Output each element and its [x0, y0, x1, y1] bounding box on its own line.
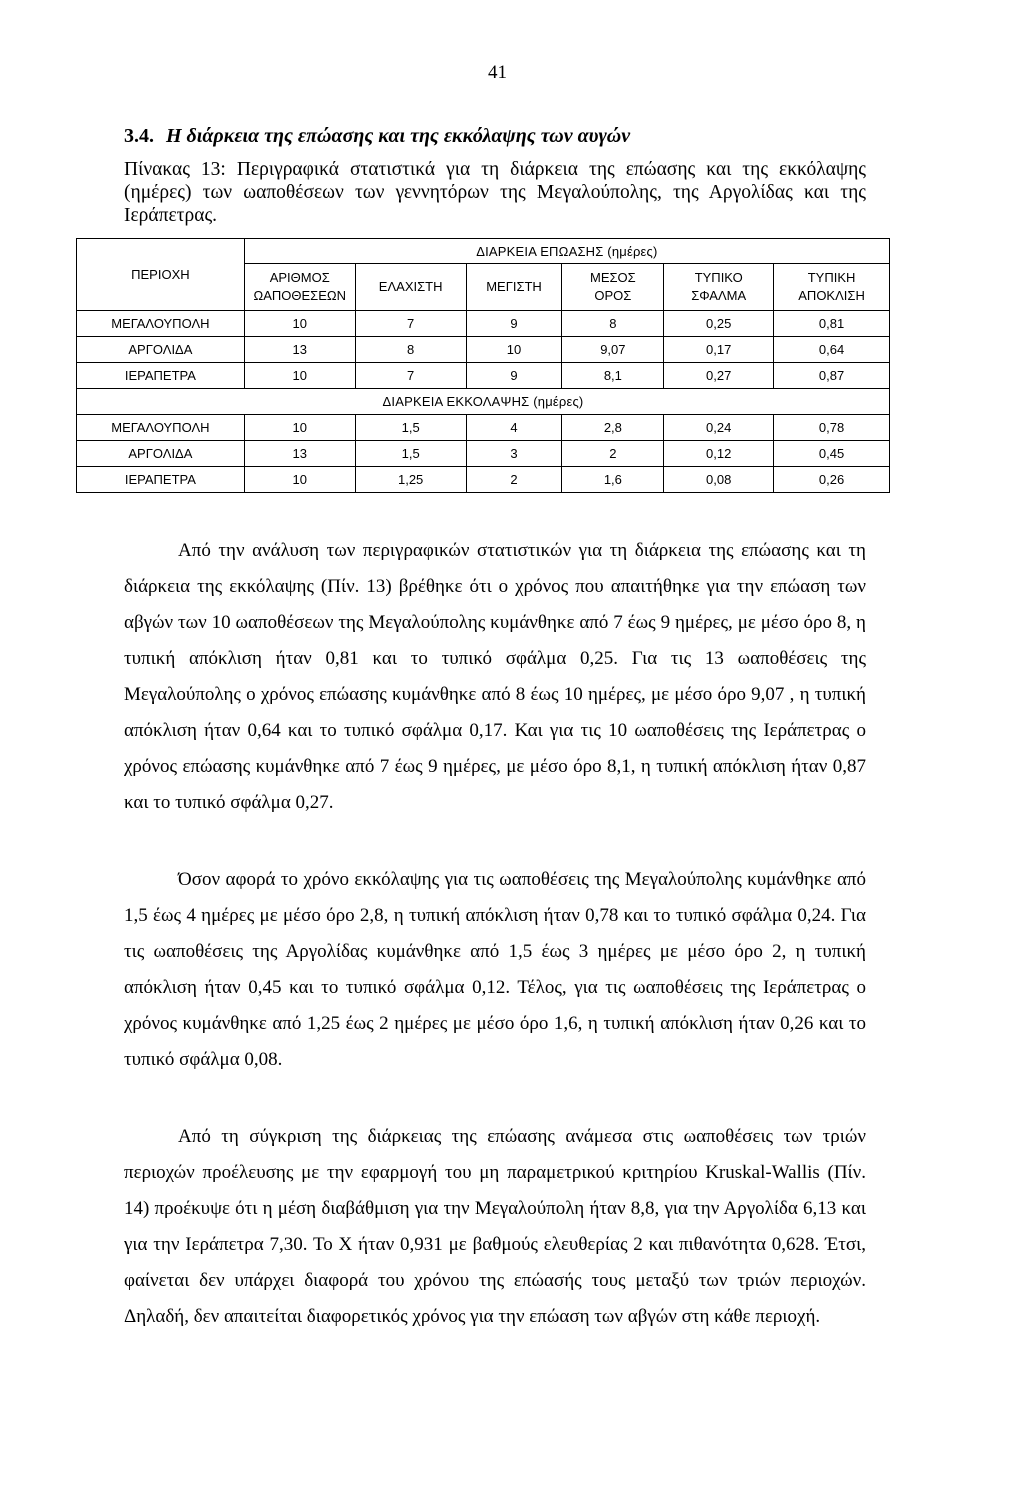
table-cell: 2	[562, 441, 664, 467]
table-cell: 8	[355, 337, 466, 363]
incubation-group-title: ΔΙΑΡΚΕΙΑ ΕΠΩΑΣΗΣ (ημέρες)	[244, 239, 889, 264]
table-row	[77, 415, 890, 441]
header-max: ΜΕΓΙΣΤΗ	[466, 264, 562, 311]
table-cell: ΜΕΓΑΛΟΥΠΟΛΗ	[77, 415, 245, 441]
table-cell: ΙΕΡΑΠΕΤΡΑ	[77, 467, 245, 493]
table-cell: 10	[244, 415, 355, 441]
header-min: ΕΛΑΧΙΣΤΗ	[355, 264, 466, 311]
table-row	[77, 467, 890, 493]
table-cell: 9	[466, 311, 562, 337]
table-cell: 7	[355, 363, 466, 389]
table-cell: 3	[466, 441, 562, 467]
table-cell: 1,5	[355, 441, 466, 467]
table-cell: 0,87	[774, 363, 890, 389]
table-cell: 2,8	[562, 415, 664, 441]
statistics-table	[76, 238, 890, 493]
table-cell: 0,08	[664, 467, 774, 493]
table-cell: 0,78	[774, 415, 890, 441]
table-cell: 8,1	[562, 363, 664, 389]
header-standard-error: ΤΥΠΙΚΟ ΣΦΑΛΜΑ	[664, 264, 774, 311]
table-cell: 4	[466, 415, 562, 441]
table-row	[77, 363, 890, 389]
body-paragraph: Από τη σύγκριση της διάρκειας της επώασης ανάμεσα στις ωαποθέσεις των τριών περιοχών προέλευσης με την εφαρμογή του μη παραμετρικού κριτηρίου Kruskal-Wallis (Πίν. 14) προέκυψε ότι η μέση διαβάθμιση για την Μεγαλούπολη ήταν 8,8, για την Αργολίδα 6,13 και για την Ιεράπετρα 7,30. Το Χ ήταν 0,931 με βαθμούς ελευθερίας 2 και πιθανότητα 0,628. Έτσι, φαίνεται δεν υπάρχει διαφορά του χρόνου της επώασής τους μεταξύ των τριών περιοχών. Δηλαδή, δεν απαιτείται διαφορετικός χρόνος για την επώαση των αβγών στη κάθε περιοχή.	[124, 1126, 866, 1327]
table-row	[77, 441, 890, 467]
table-caption: Πίνακας 13: Περιγραφικά στατιστικά για τη διάρκεια της επώασης και της εκκόλαψης (ημέρες) των ωαποθέσεων των γεννητόρων της Μεγαλούπολης, της Αργολίδας και της Ιεράπετρας.	[124, 159, 866, 226]
table-cell: 0,27	[664, 363, 774, 389]
table-cell: 0,25	[664, 311, 774, 337]
table-row	[77, 311, 890, 337]
header-region: ΠΕΡΙΟΧΗ	[77, 239, 245, 311]
table-cell: 9,07	[562, 337, 664, 363]
body-paragraph: Όσον αφορά το χρόνο εκκόλαψης για τις ωαποθέσεις της Μεγαλούπολης κυμάνθηκε από 1,5 έως 4 ημέρες με μέσο όρο 2,8, η τυπική απόκλιση ήταν 0,78 και το τυπικό σφάλμα 0,24. Για τις ωαποθέσεις της Αργολίδας κυμάνθηκε από 1,5 έως 3 ημέρες με μέσο όρο 2, η τυπική απόκλιση ήταν 0,45 και το τυπικό σφάλμα 0,12. Τέλος, για τις ωαποθέσεις της Ιεράπετρας ο χρόνος κυμάνθηκε από 1,25 έως 2 ημέρες με μέσο όρο 1,6, η τυπική απόκλιση ήταν 0,26 και το τυπικό σφάλμα 0,08.	[124, 869, 866, 1070]
table-cell: 1,6	[562, 467, 664, 493]
table-cell: 10	[244, 311, 355, 337]
table-cell: 0,81	[774, 311, 890, 337]
table-cell: ΑΡΓΟΛΙΔΑ	[77, 441, 245, 467]
table-cell: 0,64	[774, 337, 890, 363]
table-cell: 10	[244, 467, 355, 493]
table-cell: 7	[355, 311, 466, 337]
table-cell: 0,24	[664, 415, 774, 441]
table-cell: 9	[466, 363, 562, 389]
page-number: 41	[488, 62, 507, 83]
table-cell: 0,26	[774, 467, 890, 493]
table-cell: ΑΡΓΟΛΙΔΑ	[77, 337, 245, 363]
table-cell: 10	[244, 363, 355, 389]
table-row	[77, 337, 890, 363]
hatching-group-title: ΔΙΑΡΚΕΙΑ ΕΚΚΟΛΑΨΗΣ (ημέρες)	[77, 389, 890, 415]
table-cell: 10	[466, 337, 562, 363]
table-cell: 13	[244, 441, 355, 467]
header-count: ΑΡΙΘΜΟΣ ΩΑΠΟΘΕΣΕΩΝ	[244, 264, 355, 311]
header-standard-deviation: ΤΥΠΙΚΗ ΑΠΟΚΛΙΣΗ	[774, 264, 890, 311]
table-cell: ΙΕΡΑΠΕΤΡΑ	[77, 363, 245, 389]
section-number: 3.4.	[124, 125, 154, 147]
table-cell: 0,12	[664, 441, 774, 467]
table-row	[77, 389, 890, 415]
table-cell: 1,25	[355, 467, 466, 493]
table-cell: 8	[562, 311, 664, 337]
body-paragraph: Από την ανάλυση των περιγραφικών στατιστικών για τη διάρκεια της επώασης και τη διάρκεια της εκκόλαψης (Πίν. 13) βρέθηκε ότι ο χρόνος που απαιτήθηκε για την επώαση των αβγών των 10 ωαποθέσεων της Μεγαλούπολης κυμάνθηκε από 7 έως 9 ημέρες, με μέσο όρο 8, η τυπική απόκλιση ήταν 0,81 και το τυπικό σφάλμα 0,25. Για τις 13 ωαποθέσεις της Μεγαλούπολης ο χρόνος επώασης κυμάνθηκε από 8 έως 10 ημέρες, με μέσο όρο 9,07 , η τυπική απόκλιση ήταν 0,64 και το τυπικό σφάλμα 0,17. Και για τις 10 ωαποθέσεις της Ιεράπετρας ο χρόνος επώασης κυμάνθηκε από 7 έως 9 ημέρες, με μέσο όρο 8,1, η τυπική απόκλιση ήταν 0,87 και το τυπικό σφάλμα 0,27.	[124, 540, 866, 813]
table-cell: 2	[466, 467, 562, 493]
table-cell: 0,17	[664, 337, 774, 363]
table-cell: 1,5	[355, 415, 466, 441]
section-heading	[124, 125, 630, 148]
table-cell: 13	[244, 337, 355, 363]
table-cell: 0,45	[774, 441, 890, 467]
table-header-row	[77, 239, 890, 264]
section-title: Η διάρκεια της επώασης και της εκκόλαψης των αυγών	[166, 125, 631, 147]
table-cell: ΜΕΓΑΛΟΥΠΟΛΗ	[77, 311, 245, 337]
header-mean: ΜΕΣΟΣ ΟΡΟΣ	[562, 264, 664, 311]
